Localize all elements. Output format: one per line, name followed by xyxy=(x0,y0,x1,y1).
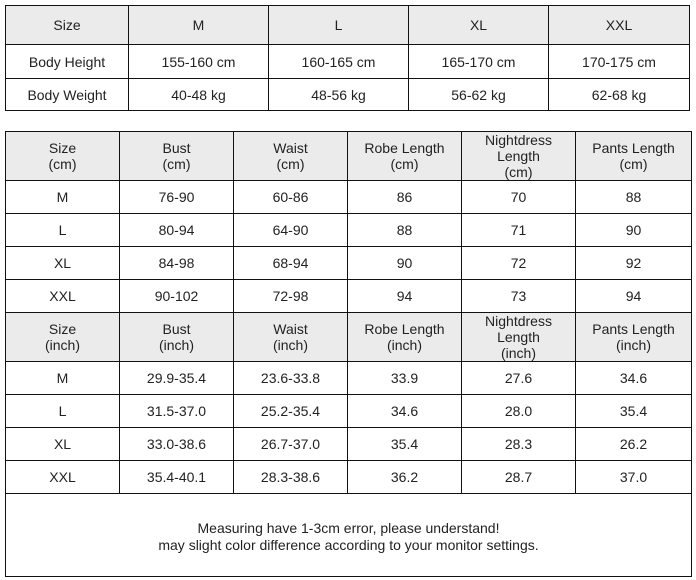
table-cell: 68-94 xyxy=(234,247,348,280)
header-cell: Waist (cm) xyxy=(234,132,348,181)
table-cell: 170-175 cm xyxy=(549,45,690,79)
table-cell: 28.3-38.6 xyxy=(234,461,348,494)
size-cell: XXL xyxy=(6,280,120,313)
size-cell: XXL xyxy=(6,461,120,494)
inch-header-row xyxy=(6,313,692,362)
table-cell: 25.2-35.4 xyxy=(234,395,348,428)
size-cell: M xyxy=(6,181,120,214)
table-cell: 31.5-37.0 xyxy=(120,395,234,428)
header-cell: XL xyxy=(409,6,549,45)
table-row xyxy=(6,214,692,247)
table-cell: 160-165 cm xyxy=(269,45,409,79)
row-label: Body Height xyxy=(6,45,129,79)
table-cell: 90 xyxy=(348,247,462,280)
header-cell: Robe Length (cm) xyxy=(348,132,462,181)
table-cell: 26.2 xyxy=(576,428,692,461)
row-label: Body Weight xyxy=(6,79,129,111)
table-cell: 35.4 xyxy=(348,428,462,461)
table-row xyxy=(6,362,692,395)
table-cell: 28.3 xyxy=(462,428,576,461)
table-row xyxy=(6,395,692,428)
table-cell: 73 xyxy=(462,280,576,313)
header-cell: Waist (inch) xyxy=(234,313,348,362)
table-cell: 29.9-35.4 xyxy=(120,362,234,395)
note-cell xyxy=(6,494,692,577)
header-cell: XXL xyxy=(549,6,690,45)
table-cell: 33.9 xyxy=(348,362,462,395)
table-cell: 155-160 cm xyxy=(129,45,269,79)
table-cell: 35.4 xyxy=(576,395,692,428)
size-cell: XL xyxy=(6,247,120,280)
table-cell: 92 xyxy=(576,247,692,280)
table-row xyxy=(6,181,692,214)
table-cell: 34.6 xyxy=(576,362,692,395)
table-row xyxy=(6,247,692,280)
header-cell: Nightdress Length (inch) xyxy=(462,313,576,362)
header-cell: Size xyxy=(6,6,129,45)
table-row xyxy=(6,428,692,461)
note-line-1: Measuring have 1-3cm error, please understand! xyxy=(197,520,500,536)
table-cell: 56-62 kg xyxy=(409,79,549,111)
table-cell: 36.2 xyxy=(348,461,462,494)
table-cell: 94 xyxy=(348,280,462,313)
header-cell: Pants Length (cm) xyxy=(576,132,692,181)
header-cell: Robe Length (inch) xyxy=(348,313,462,362)
cm-header-row xyxy=(6,132,692,181)
header-cell: Bust (cm) xyxy=(120,132,234,181)
table-cell: 80-94 xyxy=(120,214,234,247)
table-cell: 64-90 xyxy=(234,214,348,247)
table-cell: 84-98 xyxy=(120,247,234,280)
header-cell: Size (inch) xyxy=(6,313,120,362)
header-cell: Nightdress Length (cm) xyxy=(462,132,576,181)
body-size-table xyxy=(5,5,690,111)
table-cell: 72-98 xyxy=(234,280,348,313)
table-cell: 72 xyxy=(462,247,576,280)
table-cell: 40-48 kg xyxy=(129,79,269,111)
table-cell: 90 xyxy=(576,214,692,247)
table-cell: 94 xyxy=(576,280,692,313)
table-header-row xyxy=(6,6,690,45)
table-cell: 86 xyxy=(348,181,462,214)
header-cell: Bust (inch) xyxy=(120,313,234,362)
table-row xyxy=(6,45,690,79)
table-cell: 37.0 xyxy=(576,461,692,494)
table-cell: 27.6 xyxy=(462,362,576,395)
note-row xyxy=(6,494,692,577)
size-cell: L xyxy=(6,214,120,247)
table-cell: 70 xyxy=(462,181,576,214)
table-cell: 76-90 xyxy=(120,181,234,214)
header-cell: M xyxy=(129,6,269,45)
table-cell: 28.7 xyxy=(462,461,576,494)
table-row xyxy=(6,461,692,494)
note-line-2: may slight color difference according to your monitor settings. xyxy=(158,537,539,553)
table-cell: 28.0 xyxy=(462,395,576,428)
table-cell: 62-68 kg xyxy=(549,79,690,111)
measurements-table xyxy=(5,131,692,577)
table-cell: 33.0-38.6 xyxy=(120,428,234,461)
table-cell: 71 xyxy=(462,214,576,247)
table-cell: 88 xyxy=(576,181,692,214)
table-cell: 35.4-40.1 xyxy=(120,461,234,494)
table-cell: 88 xyxy=(348,214,462,247)
table-cell: 34.6 xyxy=(348,395,462,428)
table-cell: 60-86 xyxy=(234,181,348,214)
size-cell: L xyxy=(6,395,120,428)
header-cell: Pants Length (inch) xyxy=(576,313,692,362)
table-cell: 23.6-33.8 xyxy=(234,362,348,395)
table-cell: 26.7-37.0 xyxy=(234,428,348,461)
size-cell: M xyxy=(6,362,120,395)
table-row xyxy=(6,79,690,111)
header-cell: L xyxy=(269,6,409,45)
table-cell: 90-102 xyxy=(120,280,234,313)
table-cell: 48-56 kg xyxy=(269,79,409,111)
size-cell: XL xyxy=(6,428,120,461)
table-cell: 165-170 cm xyxy=(409,45,549,79)
header-cell: Size (cm) xyxy=(6,132,120,181)
table-row xyxy=(6,280,692,313)
